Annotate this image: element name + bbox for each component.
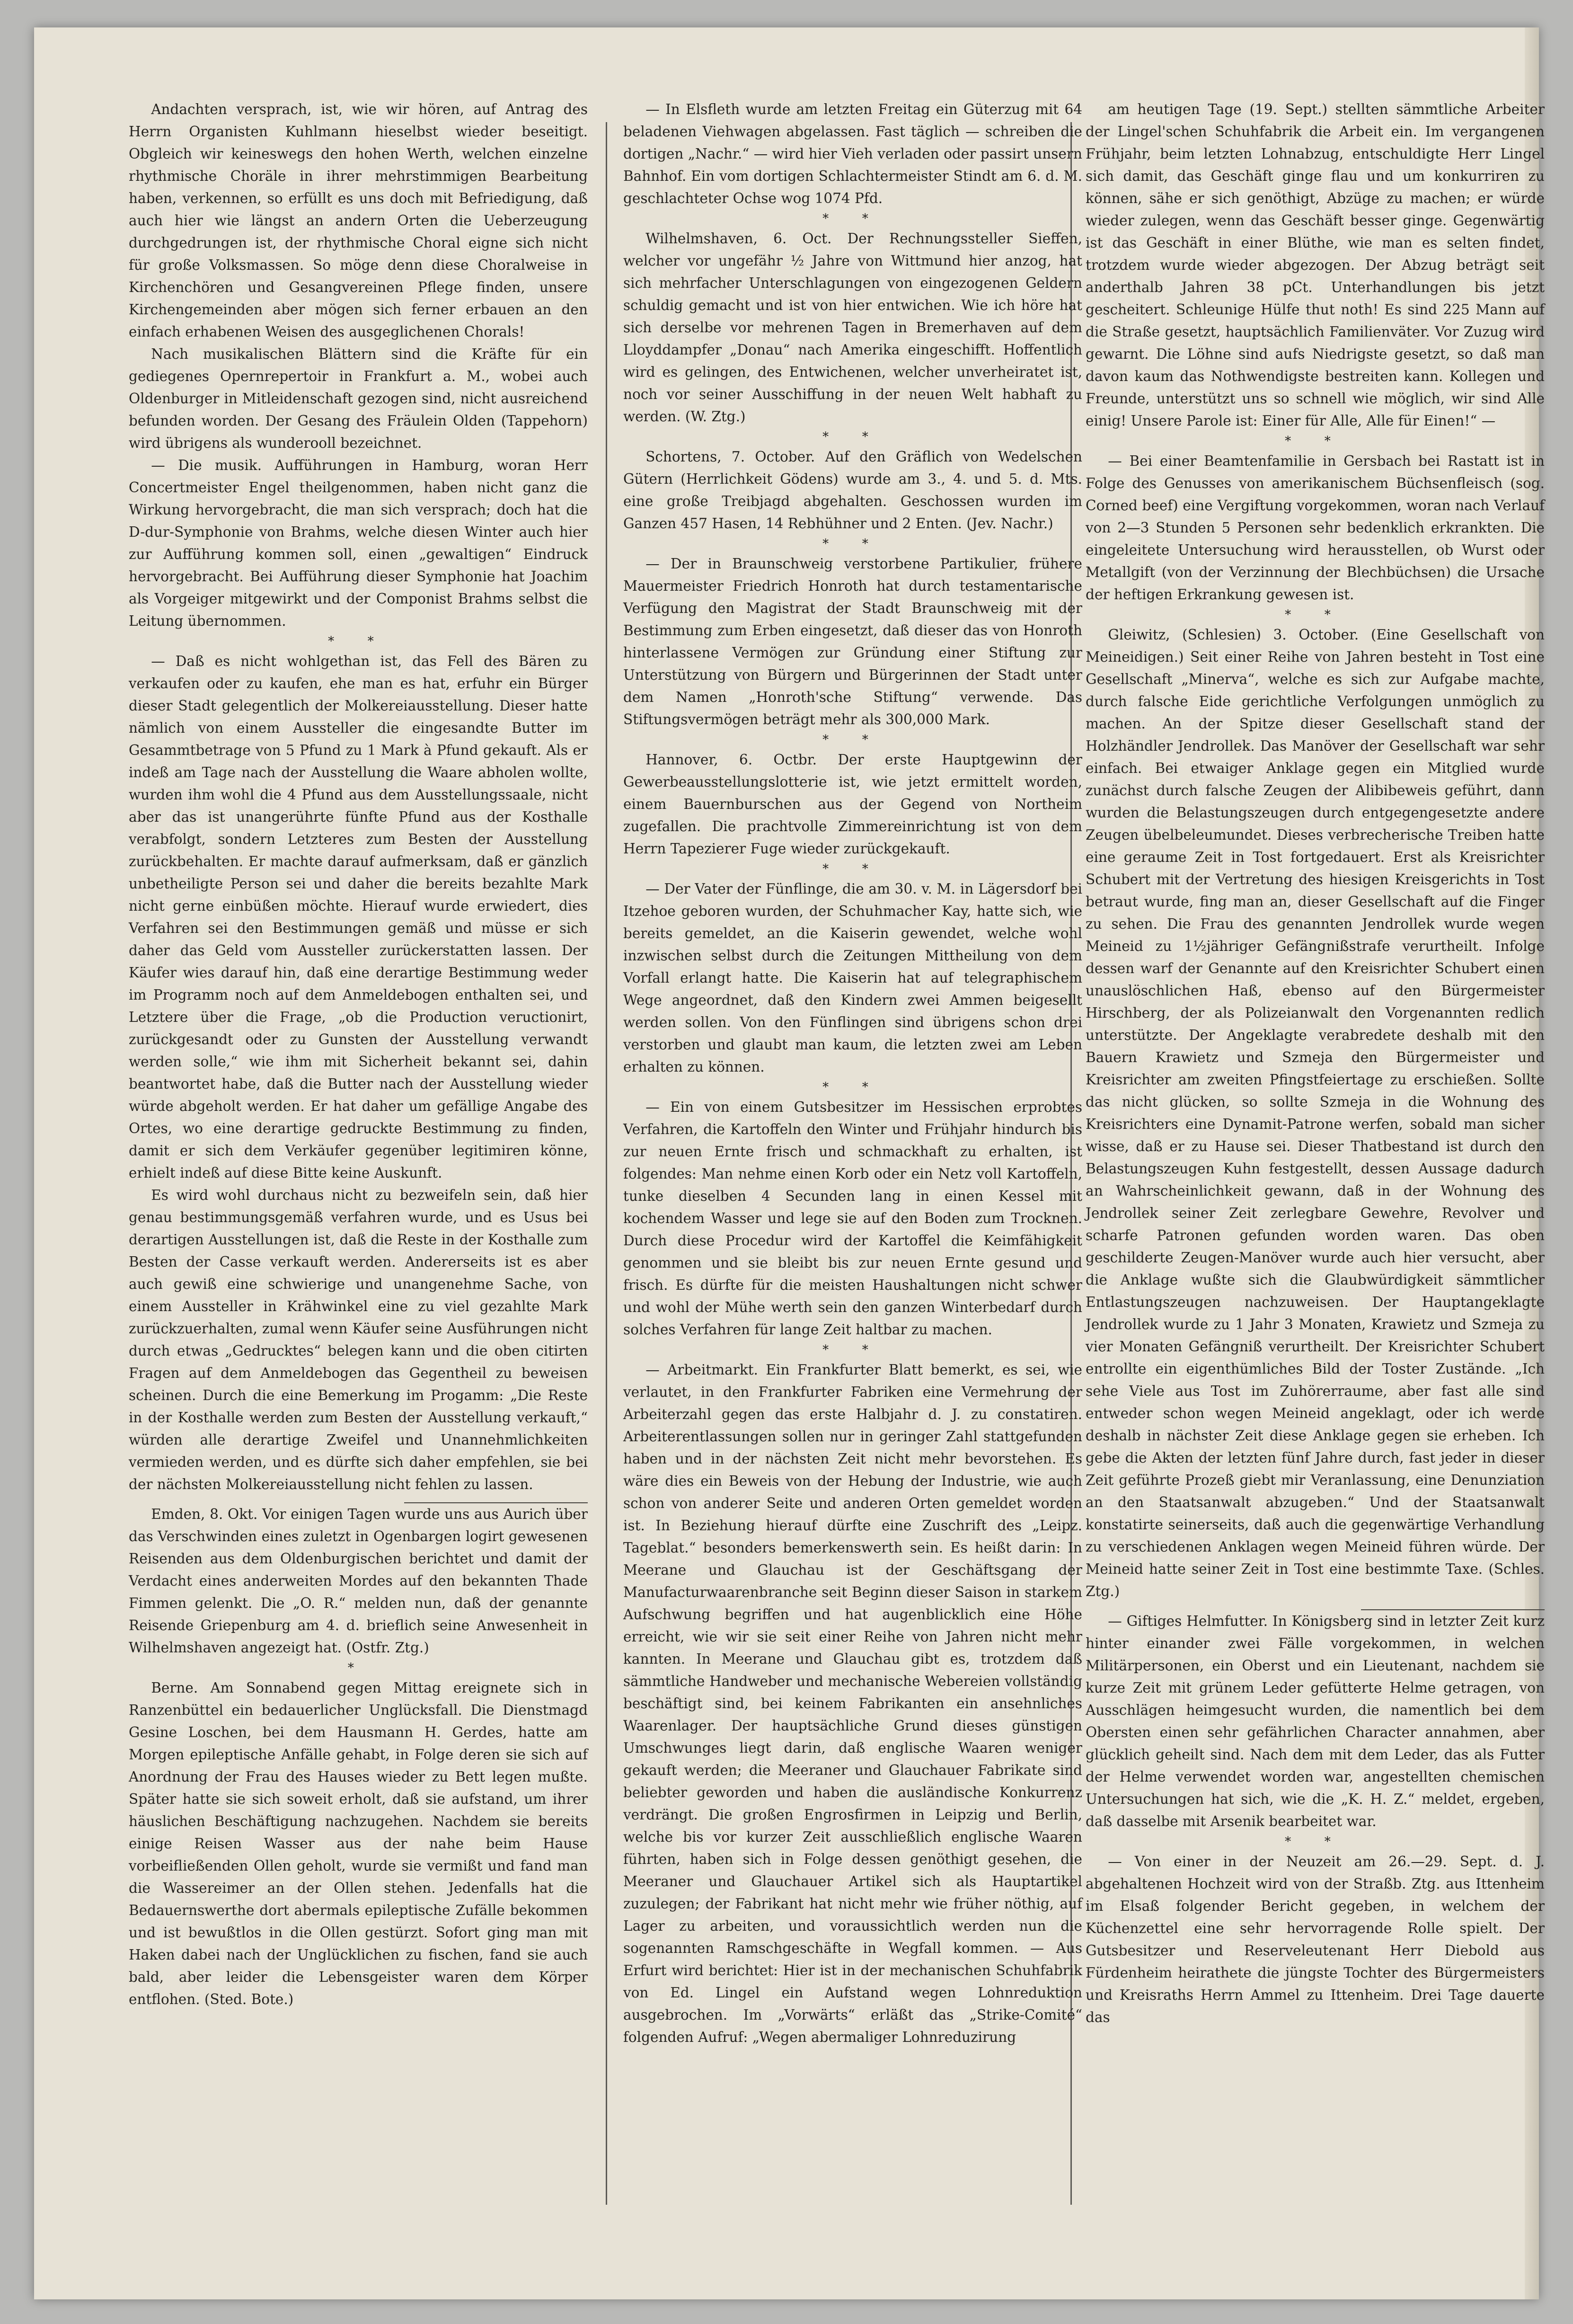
article-paragraph: — Der Vater der Fünflinge, die am 30. v. M. in Lägersdorf bei Itzehoe geboren wurden, der Schuhmacher Kay, hatte sich, wie bereits gemeldet, an die Kaiserin gewendet, welche wohl inzwischen selbst durch die Zeitungen Mittheilung von dem Vorfall erlangt hatte. Die Kaiserin hat auf telegraphischem Wege angeordnet, daß den Kindern zwei Ammen beigesellt werden sollen. Von den Fünflingen sind übrigens schon drei verstorben und glaubt man kaum, die letzten zwei am Leben erhalten zu können. [623,881,1082,1075]
article-paragraph: Nach musikalischen Blättern sind die Kräfte für ein gediegenes Opernrepertoir in Frankfurt a. M., wobei auch Oldenburger in Mitleidenschaft gezogen sind, nicht ausreichend befunden worden. Der Gesang des Fräulein Olden (Tappehorn) wird übrigens als wunderooll bezeichnet. [129,346,588,451]
newspaper-page [34,27,1545,2299]
article-paragraph: — Von einer in der Neuzeit am 26.—29. Sept. d. J. abgehaltenen Hochzeit wird von der Straßb. Ztg. aus Ittenheim im Elsaß folgender Bericht gegeben, in welchem der Küchenzettel eine sehr hervorragende Rolle spielt. Der Gutsbesitzer und Reserveleutenant Herr Diebold aus Fürdenheim heirathete die jüngste Tochter des Bürgermeisters und Kreisraths Herrn Ammel zu Ittenheim. Drei Tage dauerte das [1086,1854,1545,2025]
asterism-separator: * * [328,634,389,648]
column-middle [623,98,1082,2049]
asterism-separator: * * [1285,1835,1345,1849]
article-paragraph: — Arbeitmarkt. Ein Frankfurter Blatt bemerkt, es sei, wie verlautet, in den Frankfurter Fabriken eine Vermehrung der Arbeiterzahl gegen das erste Halbjahr d. J. zu constatiren. Arbeiterentlassungen sollen nur in geringer Zahl stattgefunden haben und in der nächsten Zeit nicht mehr bevorstehen. Es wäre dies ein Beweis von der Hebung der Industrie, wie auch schon von anderer Seite und anderen Orten gemeldet worden ist. In Beziehung hierauf dürfte eine Zuschrift des „Leipz. Tageblat.“ besonders bemerkenswerth sein. Es heißt darin: In Meerane und Glauchau ist der Geschäftsgang der Manufacturwaarenbranche seit Beginn dieser Saison in starkem Aufschwung begriffen und hat augenblicklich eine Höhe erreicht, wie wir sie seit einer Reihe von Jahren nicht mehr kannten. In Meerane und Glauchau gibt es, trotzdem daß sämmtliche Handweber und mechanische Webereien vollständig beschäftigt sind, bei keinem Fabrikanten ein ansehnliches Waarenlager. Der hauptsächliche Grund dieses günstigen Umschwunges liegt darin, daß englische Waaren weniger gekauft werden; die Meeraner und Glauchauer Fabrikate sind beliebter geworden und haben die ausländische Konkurrenz verdrängt. Die großen Engrosfirmen in Leipzig und Berlin, welche bis vor kurzer Zeit ausschließlich englische Waaren führten, haben sich in Folge dessen genöthigt gesehen, die Meeraner und Glauchauer Artikel sich als Hauptartikel zuzulegen; der Fabrikant hat nicht mehr wie früher nöthig, auf Lager zu arbeiten, und voraussichtlich werden nun die sogenannten Ramschgeschäfte in Wegfall kommen. — Aus Erfurt wird berichtet: Hier ist in der mechanischen Schuhfabrik von Ed. Lingel ein Aufstand wegen Lohnreduktion ausgebrochen. Im „Vorwärts“ erläßt das „Strike-Comité“ folgenden Aufruf: „Wegen abermaliger Lohnreduzirung [623,1362,1082,2045]
article-paragraph: — In Elsfleth wurde am letzten Freitag ein Güterzug mit 64 beladenen Viehwagen abgelassen. Fast täglich — schreiben die dortigen „Nachr.“ — wird hier Vieh verladen oder passirt unsern Bahnhof. Ein vom dortigen Schlachtermeister Stindt am 6. d. M. geschlachteter Ochse wog 1074 Pfd. [623,101,1082,206]
asterism-separator: * * [822,537,883,551]
article-paragraph: Emden, 8. Okt. Vor einigen Tagen wurde uns aus Aurich über das Verschwinden eines zuletzt in Ogenbargen logirt gewesenen Reisenden aus dem Oldenburgischen berichtet und damit der Verdacht eines anderweiten Mordes auf den bekannten Thade Fimmen gelenkt. Die „O. R.“ melden nun, daß der genannte Reisende Griepenburg am 4. d. brieflich seine Anwesenheit in Wilhelmshaven angezeigt hat. (Ostfr. Ztg.) [129,1506,588,1656]
article-paragraph: — Ein von einem Gutsbesitzer im Hessischen erprobtes Verfahren, die Kartoffeln den Winter und Frühjahr hindurch bis zur neuen Ernte frisch und schmackhaft zu erhalten, ist folgendes: Man nehme einen Korb oder ein Netz voll Kartoffeln, tunke dieselben 4 Secunden lang in einen Kessel mit kochendem Wasser und lege sie auf den Boden zum Trocknen. Durch diese Procedur wird der Kartoffel die Keimfähigkeit genommen und sie bleibt bis zur neuen Ernte gesund und frisch. Es dürfte für die meisten Haushaltungen nicht schwer und wohl der Mühe werth sein den ganzen Winterbedarf durch solches Verfahren für lange Zeit haltbar zu machen. [623,1099,1082,1338]
asterism-separator: * * [1285,434,1345,448]
asterism-separator: * * [1285,608,1345,622]
column-right [1086,98,1545,2029]
article-paragraph: — Die musik. Aufführungen in Hamburg, woran Herr Concertmeister Engel theilgenommen, haben nicht ganz die Wirkung hervorgebracht, die man sich versprach; doch hat die D-dur-Symphonie von Brahms, welche diesen Winter auch hier zur Aufführung kommen soll, einen „gewaltigen“ Eindruck hervorgebracht. Bei Aufführung dieser Symphonie hat Joachim als Vorgeiger mitgewirkt und der Componist Brahms selbst die Leitung übernommen. [129,457,588,629]
asterism-separator: * * [822,862,883,876]
article-paragraph: — Giftiges Helmfutter. In Königsberg sind in letzter Zeit kurz hinter einander zwei Fälle vorgekommen, in welchen Militärpersonen, ein Oberst und ein Lieutenant, nachdem sie kurze Zeit mit grünem Leder gefütterte Helme getragen, von Ausschlägen heimgesucht wurden, die namentlich bei dem Obersten einen sehr gefährlichen Character annahmen, aber glücklich geheilt sind. Nach dem mit dem Leder, das als Futter der Helme verwendet worden war, angestellten chemischen Untersuchungen hat sich, wie die „K. H. Z.“ meldet, ergeben, daß dasselbe mit Arsenik bearbeitet war. [1086,1613,1545,1829]
article-paragraph: — Der in Braunschweig verstorbene Partikulier, frühere Mauermeister Friedrich Honroth hat durch testamentarische Verfügung den Magistrat der Stadt Braunschweig mit der Bestimmung zum Erben eingesetzt, daß dieser das von Honroth hinterlassene Vermögen zur Gründung einer Stiftung zur Unterstützung von Bürgern und Bürgerinnen der Stadt unter dem Namen „Honroth'sche Stiftung“ verwende. Das Stiftungsvermögen beträgt mehr als 300,000 Mark. [623,556,1082,727]
article-paragraph: — Daß es nicht wohlgethan ist, das Fell des Bären zu verkaufen oder zu kaufen, ehe man es hat, erfuhr ein Bürger dieser Stadt gelegentlich der Molkereiausstellung. Dieser hatte nämlich von einem Aussteller die eingesandte Butter im Gesammtbetrage von 5 Pfund zu 1 Mark à Pfund gekauft. Als er indeß am Tage nach der Ausstellung die Waare abholen wollte, wurden ihm wohl die 4 Pfund aus dem Ausstellungssaale, nicht aber das ist unangerührte fünfte Pfund aus der Kosthalle verabfolgt, sondern Letzteres zum Besten der Ausstellung zurückbehalten. Er machte darauf aufmerksam, daß er gänzlich unbetheiligte Person sei und daher die bereits bezahlte Mark nicht gerne einbüßen möchte. Hierauf wurde erwiedert, dies Verfahren sei den Bestimmungen gemäß und müsse er sich daher das Geld vom Aussteller zurückerstatten lassen. Der Käufer wies darauf hin, daß eine derartige Bestimmung weder im Programm noch auf dem Anmeldebogen enthalten sei, und Letztere über die Frage, „ob die Production veructionirt, zurückgesandt oder zu Gunsten der Ausstellung verwandt werden solle,“ wie ihm mit Sicherheit bekannt sei, dahin beantwortet habe, daß die Butter nach der Ausstellung wieder würde abgeholt werden. Er hat daher um gefällige Angabe des Ortes, wo eine derartige gedruckte Bestimmung zu finden, damit er sich dem Verkäufer gegenüber legitimiren könne, erhielt indeß auf diese Bitte keine Auskunft. [129,653,588,1181]
article-paragraph: Schortens, 7. October. Auf den Gräflich von Wedelschen Gütern (Herrlichkeit Gödens) wurde am 3., 4. und 5. d. Mts. eine große Treibjagd abgehalten. Geschossen wurden im Ganzen 457 Hasen, 14 Rebhühner und 2 Enten. (Jev. Nachr.) [623,449,1082,532]
article-paragraph: — Bei einer Beamtenfamilie in Gersbach bei Rastatt ist in Folge des Genusses von amerikanischem Büchsenfleisch (sog. Corned beef) eine Vergiftung vorgekommen, woran nach Verlauf von 2—3 Stunden 5 Personen sehr bedenklich erkrankten. Die eingeleitete Untersuchung wird herausstellen, ob Wurst oder Metallgift (von der Verzinnung der Blechbüchsen) die Ursache der heftigen Erkrankung gewesen ist. [1086,453,1545,603]
column-rule [606,122,607,2205]
asterism-separator: * * [822,430,883,444]
asterism-separator: * * [822,1080,883,1094]
article-paragraph: Hannover, 6. Octbr. Der erste Hauptgewinn der Gewerbeausstellungslotterie ist, wie jetzt ermittelt worden, einem Bauernburschen aus der Gegend von Northeim zugefallen. Die prachtvolle Zimmereinrichtung ist von dem Herrn Tapezierer Fuge wieder zurückgekauft. [623,752,1082,857]
article-paragraph: am heutigen Tage (19. Sept.) stellten sämmtliche Arbeiter der Lingel'schen Schuhfabrik die Arbeit ein. Im vergangenen Frühjahr, beim letzten Lohnabzug, entschuldigte Herr Lingel sich damit, das Geschäft ginge flau und um konkurriren zu können, sähe er sich genöthigt, Abzüge zu machen; er würde wieder zulegen, wenn das Geschäft besser ginge. Gegenwärtig ist das Geschäft in einer Blüthe, wie man es selten findet, trotzdem wurde wieder abgezogen. Der Abzug beträgt seit anderthalb Jahren 38 pCt. Unterhandlungen bis jetzt gescheitert. Schleunige Hülfe thut noth! Es sind 225 Mann auf die Straße gesetzt, hauptsächlich Familienväter. Vor Zuzug wird gewarnt. Die Löhne sind aufs Niedrigste gesetzt, so daß man davon kaum das Nothwendigste bestreiten kann. Kollegen und Freunde, unterstützt uns so schnell wie möglich, wir sind Alle einig! Unsere Parole ist: Einer für Alle, Alle für Einen!“ — [1086,101,1545,429]
article-paragraph: Berne. Am Sonnabend gegen Mittag ereignete sich in Ranzenbüttel ein bedauerlicher Unglücksfall. Die Dienstmagd Gesine Loschen, bei dem Hausmann H. Gerdes, hatte am Morgen epileptische Anfälle gehabt, in Folge deren sie sich auf Anordnung der Frau des Hauses wieder zu Bett legen mußte. Später hatte sie sich soweit erholt, daß sie aufstand, um ihrer häuslichen Beschäftigung nachzugehen. Nachdem sie bereits einige Reisen Wasser aus der nahe beim Hause vorbeifließenden Ollen geholt, wurde sie vermißt und fand man die Wassereimer an der Ollen stehen. Jedenfalls hat die Bedauernswerthe dort abermals epileptische Zufälle bekommen und ist bewußtlos in die Ollen gestürzt. Sofort ging man mit Haken dabei nach der Unglücklichen zu fischen, fand sie auch bald, aber leider die Lebensgeister waren dem Körper entflohen. (Sted. Bote.) [129,1680,588,2007]
article-paragraph: Es wird wohl durchaus nicht zu bezweifeln sein, daß hier genau bestimmungsgemäß verfahren wurde, und es Usus bei derartigen Ausstellungen ist, daß die Reste in der Kosthalle zum Besten der Casse verkauft werden. Andererseits ist es aber auch gewiß eine schwierige und unangenehme Sache, von einem Aussteller in Krähwinkel eine zu viel gezahlte Mark zurückzuerhalten, zumal wenn Käufer seine Ausführungen nicht durch etwas „Gedrucktes“ belegen kann und die oben citirten Fragen auf dem Anmeldebogen das Gegentheil zu beweisen scheinen. Durch die eine Bemerkung im Progamm: „Die Reste in der Kosthalle werden zum Besten der Ausstellung verkauft,“ würden alle derartige Zweifel und Unannehmlichkeiten vermieden werden, und es dürfte sich daher empfehlen, sie bei der nächsten Molkereiausstellung nicht fehlen zu lassen. [129,1187,588,1492]
asterism-separator: * * [822,733,883,747]
asterism-separator: * * [822,212,883,226]
column-left [129,98,588,2011]
article-paragraph: Andachten versprach, ist, wie wir hören, auf Antrag des Herrn Organisten Kuhlmann hieselbst wieder beseitigt. Obgleich wir keineswegs den hohen Werth, welchen einzelne rhythmische Choräle in ihrer mehrstimmigen Bearbeitung haben, verkennen, so erfüllt es uns doch mit Befriedigung, daß auch hier wie längst an andern Orten die Ueberzeugung durchgedrungen ist, der rhythmische Choral eigne sich nicht für große Volksmassen. So möge denn diese Choralweise in Kirchenchören und Gesangvereinen Pflege finden, unsere Kirchengemeinden aber mögen sich ferner erbauen an den einfach erhabenen Weisen des ausgeglichenen Chorals! [129,101,588,340]
asterism-separator: * * [822,1343,883,1357]
asterism-separator: * [347,1661,369,1675]
article-paragraph: Gleiwitz, (Schlesien) 3. October. (Eine Gesellschaft von Meineidigen.) Seit einer Reihe von Jahren besteht in Tost eine Gesellschaft „Minerva“, welche es sich zur Aufgabe machte, durch falsche Eide gerichtliche Verfolgungen unmöglich zu machen. An der Spitze dieser Gesellschaft stand der Holzhändler Jendrollek. Das Manöver der Gesellschaft war sehr einfach. Bei etwaiger Anklage gegen ein Mitglied wurde zunächst durch falsche Zeugen der Alibibeweis geführt, dann wurden die Belastungszeugen durch entgegengesetzte andere Zeugen übelbeleumundet. Dieses verbrecherische Treiben hatte eine geraume Zeit in Tost fortgedauert. Erst als Kreisrichter Schubert mit der Vertretung des hiesigen Kreisgerichts in Tost betraut wurde, fing man an, dieser Gesellschaft auf die Finger zu sehen. Die Frau des genannten Jendrollek wurde wegen Meineid zu 1½jähriger Gefängnißstrafe verurtheilt. Infolge dessen warf der Genannte auf den Kreisrichter Schubert einen unauslöschlichen Haß, ebenso auf den Bürgermeister Hirschberg, der als Polizeianwalt den Vorgenannten redlich unterstützte. Der Angeklagte verabredete deshalb mit den Bauern Krawietz und Szmeja den Bürgermeister und Kreisrichter am zweiten Pfingstfeiertage zu erschießen. Sollte das nicht glücken, so sollte Szmeja in die Wohnung des Kreisrichters eine Dynamit-Patrone werfen, sobald man sicher wisse, daß er zu Hause sei. Dieser Thatbestand ist durch den Belastungszeugen Kuhn festgestellt, dessen Aussage dadurch an Wahrscheinlichkeit gewann, daß in der Wohnung des Jendrollek seiner Zeit zerlegbare Gewehre, Revolver und scharfe Patronen gefunden worden waren. Das oben geschilderte Zeugen-Manöver wurde auch hier versucht, aber die Anklage wußte sich die Glaubwürdigkeit sämmtlicher Entlastungszeugen nachzuweisen. Der Hauptangeklagte Jendrollek wurde zu 1 Jahr 3 Monaten, Krawietz und Szmeja zu vier Monaten Gefängniß verurtheilt. Der Kreisrichter Schubert entrollte ein eigenthümliches Bild der Toster Zustände. „Ich sehe Viele aus Tost im Zuhörerraume, aber fast alle sind entweder schon wegen Meineid angeklagt, oder ich werde deshalb in nächster Zeit diese Anklage gegen sie erheben. Ich gebe die Akten der letzten fünf Jahre durch, fast jeder in dieser Zeit geführte Prozeß giebt mir Veranlassung, eine Denunziation an den Staatsanwalt abzugeben.“ Und der Staatsanwalt konstatirte seinerseits, daß auch die gegenwärtige Verhandlung zu verschiedenen Anklagen wegen Meineid führen würde. Der Meineid hatte seiner Zeit in Tost eine bestimmte Taxe. (Schles. Ztg.) [1086,627,1545,1599]
article-paragraph: Wilhelmshaven, 6. Oct. Der Rechnungssteller Sieffen, welcher vor ungefähr ½ Jahre von Wittmund hier anzog, hat sich mehrfacher Unterschlagungen von eingezogenen Geldern schuldig gemacht und ist von hier entwichen. Wie ich höre hat sich derselbe vor mehrenen Tagen in Bremerhaven auf dem Lloyddampfer „Donau“ nach Amerika eingeschifft. Hoffentlich wird es gelingen, des Entwichenen, welcher unverheiratet ist, noch vor seiner Ausschiffung in der neuen Welt habhaft zu werden. (W. Ztg.) [623,231,1082,425]
